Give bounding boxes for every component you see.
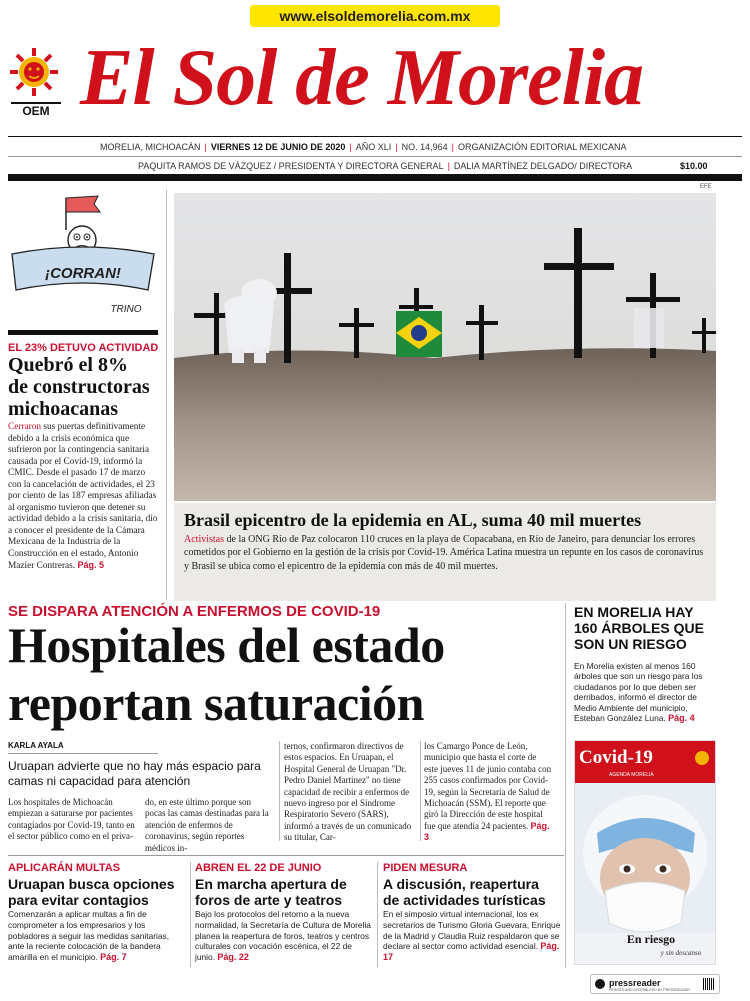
- body: [195, 909, 373, 963]
- sun-icon: [10, 48, 58, 96]
- headline-line: de actividades turísticas: [383, 892, 546, 908]
- column-rule: [565, 603, 566, 968]
- column-rule: [279, 741, 280, 841]
- oem-logo: [6, 46, 66, 118]
- main-story-subhead: Uruapan advierte que no hay más espacio para camas ni capacidad para atención: [8, 759, 261, 788]
- page-ref[interactable]: Pág. 3: [424, 820, 550, 843]
- main-story-col-1: Los hospitales de Michoacán empiezan a saturarse por pacientes contagiados por Covid-19, tanto en el sector público como en el priva-: [8, 797, 135, 842]
- main-story-kicker: SE DISPARA ATENCIÓN A ENFERMOS DE COVID-19: [8, 603, 381, 620]
- left-story-body: [8, 422, 158, 573]
- byline: KARLA AYALA: [8, 741, 64, 750]
- body: [383, 909, 561, 963]
- pressreader-tagline: PRINTED AND DISTRIBUTED BY PRESSREADER: [609, 988, 690, 992]
- main-story-col-2: do, en este último porque son pocas las camas destinadas para la atención de enfermos de coronavirus, según reportes médicos in-: [145, 797, 269, 853]
- headline-line: de constructoras: [8, 376, 150, 398]
- president: PAQUITA RAMOS DE VÁZQUEZ / PRESIDENTA Y DIRECTORA GENERAL: [138, 161, 444, 171]
- divider: [8, 156, 742, 157]
- trees-story-headline[interactable]: [574, 604, 719, 652]
- edition-line: MORELIA, MICHOACÁN | VIERNES 12 DE JUNIO DE 2020 | AÑO XLI | NO. 14,964 | ORGANIZACIÓN EDITORIAL MEXICANA: [100, 142, 627, 152]
- headline: [195, 876, 373, 908]
- page-ref[interactable]: Pág. 5: [77, 560, 104, 570]
- photo-brazil-crosses[interactable]: [174, 193, 716, 501]
- headline-line: En marcha apertura de: [195, 876, 347, 892]
- headline-line: foros de arte y teatros: [195, 892, 343, 908]
- kicker: PIDEN MESURA: [383, 862, 468, 874]
- pressreader-brand: pressreader: [609, 978, 661, 988]
- headline-line: Hospitales del estado: [8, 617, 445, 673]
- kicker: ABREN EL 22 DE JUNIO: [195, 862, 322, 874]
- trees-story-body: [574, 661, 714, 723]
- body-text: Bajo los protocolos del retorno a la nueva normalidad, la Secretaría de Cultura de Morelia planea la reapertura de foros, teatros y centros culturales con vocación escénica, el 22 de junio.: [195, 909, 371, 963]
- body: [8, 909, 186, 963]
- flag-icon: [66, 196, 100, 230]
- covid-promo-subtitle: AGENDA MORELIA: [609, 772, 654, 778]
- left-story-headline[interactable]: [8, 354, 168, 420]
- photo-credit: EFE: [700, 184, 712, 190]
- thick-divider: [8, 174, 742, 181]
- brazil-flag: [396, 311, 442, 357]
- lead-word: Cerraron: [8, 422, 42, 432]
- issue-number: NO. 14,964: [401, 142, 448, 152]
- location: MORELIA, MICHOACÁN: [100, 142, 201, 152]
- svg-text:OEM: OEM: [22, 104, 50, 118]
- divider: [8, 855, 564, 856]
- headline-line: EN MORELIA HAY: [574, 604, 694, 620]
- kicker: APLICARÁN MULTAS: [8, 862, 121, 874]
- page-ref[interactable]: Pág. 4: [668, 713, 695, 724]
- newspaper-title: El Sol de Morelia: [80, 34, 644, 122]
- headline-line: reportan saturación: [8, 675, 424, 731]
- photo-story-headline[interactable]: Brasil epicentro de la epidemia en AL, suma 40 mil muertes: [184, 510, 642, 530]
- headline-line: para evitar contagios: [8, 892, 149, 908]
- sun-icon: [695, 751, 709, 765]
- date: VIERNES 12 DE JUNIO DE 2020: [210, 142, 346, 152]
- page-ref[interactable]: Pág. 7: [100, 952, 127, 963]
- column-rule: [377, 862, 378, 967]
- bottom-story-2[interactable]: [195, 862, 373, 963]
- svg-text:¡CORRAN!: ¡CORRAN!: [45, 265, 121, 282]
- body-text: En Morelia existen al menos 160 árboles que son un riesgo para los ciudadanos por lo que deben ser derribados, informó el director de Medio Ambiente del municipio, Esteban González Luna.: [574, 661, 703, 724]
- year: AÑO XLI: [355, 142, 392, 152]
- headline-line: A discusión, reapertura: [383, 876, 539, 892]
- headline: [383, 876, 561, 908]
- body-text: de la ONG Río de Paz colocaron 110 cruces en la playa de Copacabana, en Río de Janeiro, para denunciar los errores cometidos por el Gobierno en la gestión de la crisis por Covid-19. América Latina muestra un repunte en los casos de coronavirus y Brasil se ubica como el epicentro de la epidemia con más de 40 mil muertes.: [184, 534, 704, 572]
- barcode-icon: [703, 978, 715, 990]
- staff-line: PAQUITA RAMOS DE VÁZQUEZ / PRESIDENTA Y DIRECTORA GENERAL | DALIA MARTÍNEZ DELGADO/ DIRECTORA: [138, 161, 633, 171]
- svg-text:En riesgo: En riesgo: [626, 932, 676, 946]
- headline-line: SON UN RIESGO: [574, 636, 687, 652]
- main-story-col-4: [424, 741, 552, 844]
- publisher: ORGANIZACIÓN EDITORIAL MEXICANA: [458, 142, 627, 152]
- headline-line: 160 ÁRBOLES QUE: [574, 620, 704, 636]
- nurse-illustration: [575, 783, 716, 965]
- photo-story-body: [184, 533, 706, 573]
- pressreader-badge[interactable]: [590, 974, 720, 994]
- column-rule: [420, 741, 421, 841]
- main-story-col-3: ternos, confirmaron directivos de estos espacios. En Uruapan, el Hospital General de Uruapan "Dr. Pedro Daniel Martínez" no tiene capacidad de recibir a enfermos de nuevo ingreso por el Síndrome Respiratorio Severo (SARS), informó a través de un comunicado su titular, Car-: [284, 741, 412, 843]
- body-text: sus puertas definitivamente debido a la crisis económica que sufrieron por la contingencia sanitaria causada por el Covid-19, informó la CMIC. Desde el pasado 17 de marzo con la cancelación de actividades, el 23 por ciento de las 187 empresas afiliadas al organismo tuvieron que detener su actividad debido a la crisis sanitaria, dio a conocer el presidente de la Cámara Mexicana de la Industria de la Construcción en el estado, Antonio Mazier Contreras.: [8, 422, 158, 571]
- pressreader-icon: [595, 979, 605, 989]
- director: DALIA MARTÍNEZ DELGADO/ DIRECTORA: [453, 161, 633, 171]
- bottom-story-3[interactable]: [383, 862, 561, 963]
- svg-text:y sin descanso: y sin descanso: [660, 949, 702, 957]
- body-text: los Camargo Ponce de León, municipio que hasta el corte de este jueves 11 de junio contaba con 255 casos confirmados por Covid-19, según la Secretaría de Salud de Michoacán (SSM). El reporte que giró la Dirección de este hospital fue que atendía 24 pacientes.: [424, 741, 552, 831]
- divider: [8, 753, 158, 754]
- headline-line: michoacanas: [8, 398, 118, 420]
- photo-caption: [174, 503, 716, 601]
- page-ref[interactable]: Pág. 22: [217, 952, 249, 963]
- headline-line: Uruapan busca opciones: [8, 876, 175, 892]
- page-ref[interactable]: Pág. 17: [383, 941, 560, 963]
- body-text: En el simposio virtual internacional, los ex secretarios de Turismo Gloria Guevara, Enrique de la Madrid y Claudia Ruiz respaldaron que se declare al sector como actividad esencial.: [383, 909, 561, 952]
- covid-promo-header: [575, 741, 715, 783]
- column-rule: [166, 190, 167, 600]
- body-text: Comenzarán a aplicar multas a fin de comprometer a los empresarios y los pobladores a seguir las medidas sanitarias, ante la reciente colocación de la bandera amarilla en el municipio.: [8, 909, 170, 963]
- main-story-headline[interactable]: [8, 616, 563, 732]
- left-story-kicker: EL 23% DETUVO ACTIVIDAD: [8, 342, 159, 354]
- cartoon: [8, 190, 158, 330]
- svg-text:TRINO: TRINO: [110, 304, 142, 315]
- bottom-story-1[interactable]: [8, 862, 186, 963]
- lead-word: Activistas: [184, 534, 224, 545]
- covid-promo[interactable]: [574, 740, 716, 965]
- divider: [8, 330, 158, 335]
- column-rule: [190, 862, 191, 967]
- price: $10.00: [680, 161, 708, 171]
- covid-promo-title: Covid-19: [579, 747, 653, 768]
- headline-line: Quebró el 8%: [8, 354, 128, 376]
- headline: [8, 876, 186, 908]
- website-url[interactable]: www.elsoldemorelia.com.mx: [250, 5, 500, 27]
- divider: [8, 136, 742, 137]
